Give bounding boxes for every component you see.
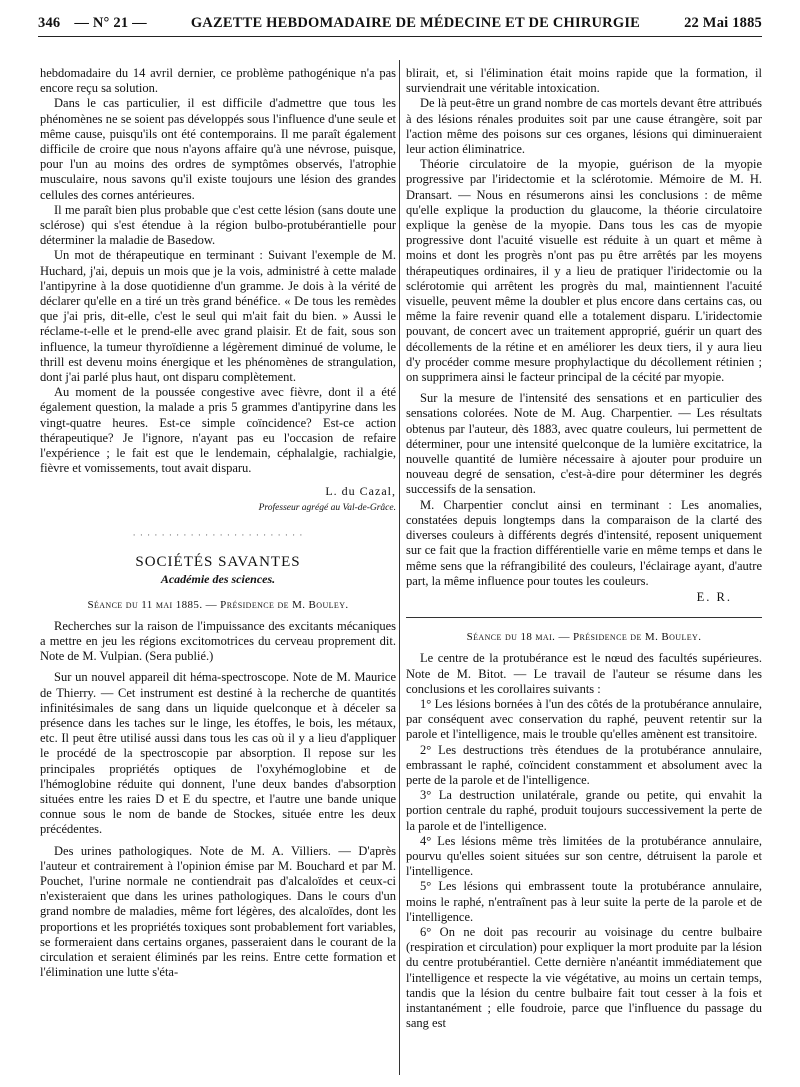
article-entry: Sur un nouvel appareil dit héma-spectroscope. Note de M. Maurice de Thierry. — Cet instrument est destiné à la recherche de quantités infinitésimales de sang dans un liquide quelconque et à déceler sa présence dans les taches sur le linge, les étoffes, le bois, les métaux, etc. Il peut être utilisé aussi dans tous les cas où il y a lieu d'appliquer le procédé de la spectroscopie par absorption. Il repose sur les principales propriétés optiques de l'oxyhémoglobine et de l'hémoglobine réduite qui donnent, l'une deux bandes d'absorption situées entre les raies D et E du spectre, et l'autre une bande unique connue sous le nom de bande de Stockes, située entre les deux précédentes. [40,670,396,837]
author-signature: L. du Cazal, [325,484,396,499]
numbered-conclusion: 5° Les lésions qui embrassent toute la protubérance annulaire, moins le raphé, n'entraînent pas à leur suite la perte de la parole et de l'intelligence. [406,879,762,924]
paragraph: Il me paraît bien plus probable que c'est cette lésion (sans doute une sclérose) qui s'est étendue à la région bulbo-protubérantielle pour déterminer la maladie de Basedow. [40,202,396,248]
horizontal-rule [406,617,762,618]
author-title: Professeur agrégé au Val-de-Grâce. [258,502,396,513]
journal-title: GAZETTE HEBDOMADAIRE DE MÉDECINE ET DE CHIRURGIE [190,14,641,31]
article-entry: Sur la mesure de l'intensité des sensations et en particulier des sensations colorées. Note de M. Aug. Charpentier. — Les résultats obtenus par l'auteur, dès 1883, avec quatre couleurs, lui permettent de déterminer, pour une intensité quelconque de la lumière excitatrice, la nouvelle quantité de lumière nécessaire à ajouter pour produire un nouveau degré de sensation, c'est-à-dire pour déterminer les degrés successifs de la sensation. [406,391,762,497]
numbered-conclusion: 3° La destruction unilatérale, grande ou petite, qui envahit la portion centrale du raphé, produit toujours successivement la perte de la parole et de l'intelligence. [406,788,762,833]
column-divider [399,60,400,1075]
numbered-conclusion: 4° Les lésions même très limitées de la protubérance annulaire, pourvu qu'elles soient situées sur son centre, détruisent la parole et l'intelligence. [406,833,762,879]
paragraph: M. Charpentier conclut ainsi en terminant : Les anomalies, constatées depuis longtemps dans la comparaison de la clarté des diverses couleurs à différents degrés d'intensité, reposent uniquement sur ce fait que la fraction différentielle varie en même temps et dans le même sens que la réfrangibilité des couleurs, l'éclairage ayant, d'autre part, la même influence pour toutes les couleurs. [406,497,762,588]
paragraph: blirait, et, si l'élimination était moins rapide que la formation, il surviendrait une véritable intoxication. [406,66,762,96]
session-heading: Séance du 11 mai 1885. — Présidence de M. Bouley. [87,598,349,611]
left-column [40,66,396,980]
dotted-separator: · · · · · · · · · · · · · · · · · · · · · · · · [132,529,304,540]
right-column [406,66,762,1031]
paragraph: Dans le cas particulier, il est difficile d'admettre que tous les phénomènes ne se soient pas développés sous l'influence d'une seule et même cause, puisqu'ils ont été contemporains. Il me paraît également difficile de croire que nous n'ayons affaire qu'à une névrose, puisque, pour l'un au moins des ordres de symptômes observés, l'atrophie musculaire, nous savons qu'il existe toujours une lésion des grandes cellules des cornes antérieures. [40,96,396,202]
paragraph: Au moment de la poussée congestive avec fièvre, dont il a été également question, la malade a pris 5 grammes d'antipyrine dans les vingt-quatre heures. Est-ce simple coïncidence? Est-ce action thérapeutique? Je l'ignore, n'ayant pas eu l'occasion de refaire l'expérience ; le fait est que le lendemain, céphalalgie, rachialgie, fièvre et vomissements, tout avait disparu. [40,385,396,476]
article-entry: Le centre de la protubérance est le nœud des facultés supérieures. Note de M. Bitot. — Le travail de l'auteur se résume dans les conclusions et les corollaires suivants : [406,651,762,696]
issue-number: — N° 21 — [74,14,147,31]
numbered-conclusion: 6° On ne doit pas recourir au voisinage du centre bulbaire (respiration et circulation) pour expliquer la mort produite par la lésion du centre protubérantiel. Cette dernière n'anéantit immédiatement que l'intelligence et respecte la vie végétative, au moins un certain temps, tandis que la lésion du centre bulbaire fait tout cesser à la fois et instantanément ; elle foudroie, parce que l'influence du passage du sang est [406,924,762,1031]
page-number: 346 [38,14,61,31]
session-heading: Séance du 18 mai. — Présidence de M. Bouley. [466,631,702,644]
issue-date: 22 Mai 1885 [684,14,762,31]
section-title: SOCIÉTÉS SAVANTES [135,554,301,571]
article-entry: Recherches sur la raison de l'impuissance des excitants mécaniques a mettre en jeu les régions excitomotrices du cerveau proprement dit. Note de M. Vulpian. (Sera publié.) [40,618,396,664]
numbered-conclusion: 1° Les lésions bornées à l'un des côtés de la protubérance annulaire, par conséquent avec conservation du raphé, peuvent retentir sur la parole et l'intelligence, mais le trouble qu'elles amènent est transitoire. [406,696,762,742]
author-initials: E. R. [696,589,732,604]
section-subtitle: Académie des sciences. [160,572,276,587]
paragraph: hebdomadaire du 14 avril dernier, ce problème pathogénique n'a pas encore reçu sa solution. [40,66,396,96]
article-entry: Théorie circulatoire de la myopie, guérison de la myopie progressive par l'iridectomie et la sclérotomie. Mémoire de M. H. Dransart. — Nous en résumerons ainsi les conclusions : de même qu'elle explique la production du glaucome, la théorie circulatoire explique la genèse de la myopie. Dans tous les cas de myopie progressive dont l'acuité visuelle est réduite à un quart et même à moins et dont les progrès n'ont pas pu être arrêtés par les moyens thérapeutiques ordinaires, il y a lieu de pratiquer l'iridectomie ou la sclérotomie qui arrêtent les progrès du mal, maintiennent l'acuité visuelle, peuvent même la doubler et plus encore dans certains cas, ou même la faire revenir quand elle a totalement disparu. L'iridectomie pouvant, de concert avec un traitement approprié, guérir un quart des décollements de la rétine et en améliorer les deux tiers, il y aura lieu d'y procéder comme mesure prophylactique du décollement rétinien ; on supprimera ainsi le facteur principal de la cécité par myopie. [406,157,762,385]
article-entry: Des urines pathologiques. Note de M. A. Villiers. — D'après l'auteur et contrairement à l'opinion émise par M. Bouchard et par M. Pouchet, l'urine normale ne contiendrait pas d'alcaloïdes et ceux-ci n'existeraient que dans les urines pathologiques. Dans le cours d'un grand nombre de maladies, même fort légères, des alcaloïdes, dont les proportions et les propriétés toxiques sont probablement fort variables, se formeraient dans certains organes, passeraient dans le courant de la circulation et seraient éliminés par les reins. Entre cette formation et l'élimination une lutte s'éta- [40,843,396,980]
paragraph: De là peut-être un grand nombre de cas mortels devant être attribués à des lésions rénales produites soit par une cause étrangère, soit par l'action même des poisons sur ces organes, lésions qui diminueraient leur action éliminatrice. [406,96,762,157]
page-header [38,10,762,37]
paragraph: Un mot de thérapeutique en terminant : Suivant l'exemple de M. Huchard, j'ai, depuis un mois que je la vois, administré à cette malade l'antipyrine à la dose quotidienne d'un gramme. Je dois à la vérité de déclarer qu'elle en a tiré un très grand bénéfice. « De tous les remèdes que j'ai pris, dit-elle, c'est le seul qui m'ait fait du bien. » Aussi le réclame-t-elle et le prend-elle avec grand plaisir. Et de fait, sous son influence, la tumeur thyroïdienne a légèrement diminué de volume, le thrill est devenu moins énergique et les phénomènes de strangulation, dont j'ai parlé plus haut, ont disparu complètement. [40,248,396,385]
numbered-conclusion: 2° Les destructions très étendues de la protubérance annulaire, embrassant le raphé, coïncident constamment et absolument avec la perte de la parole et de l'intelligence. [406,742,762,787]
